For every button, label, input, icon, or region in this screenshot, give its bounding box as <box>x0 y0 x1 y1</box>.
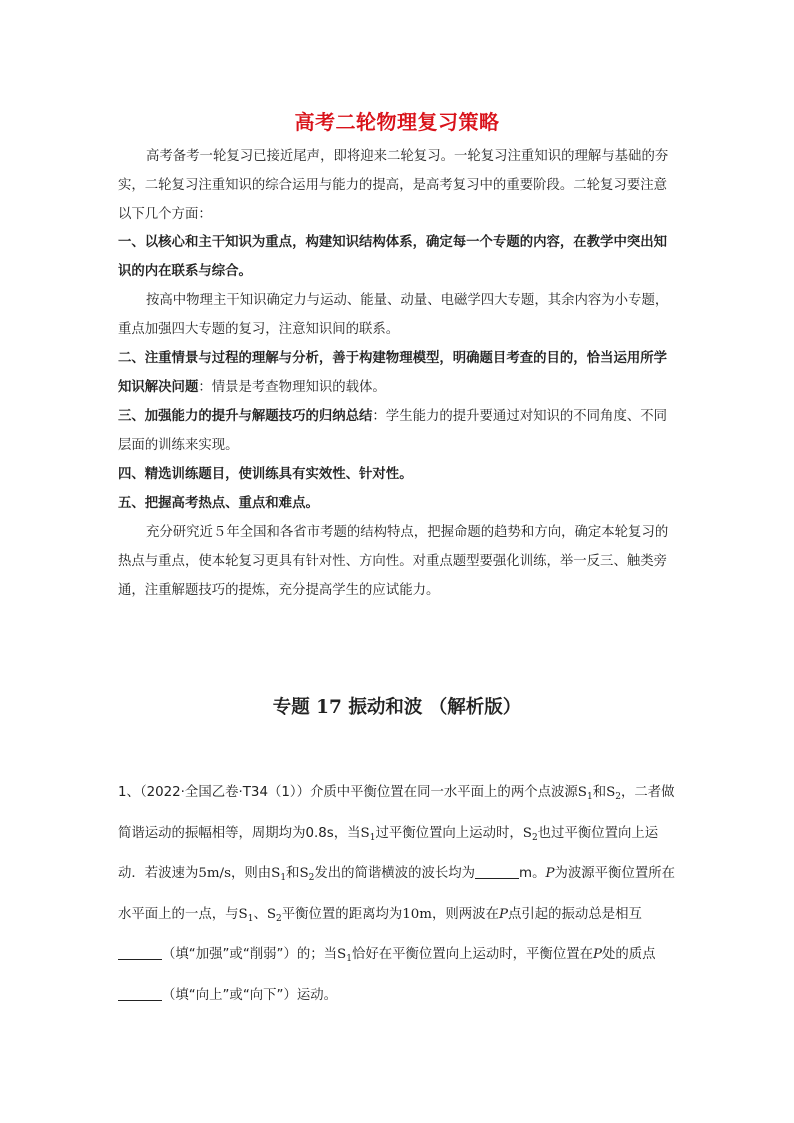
q-text: 为波源平衡位置所在水平面上的一点，与 <box>118 866 676 922</box>
q-text: ，当 <box>333 825 361 841</box>
point-1-body: 按高中物理主干知识确定力与运动、能量、动量、电磁学四大专题，其余内容为小专题，重点加强四大专题的复习，注意知识间的联系。 <box>118 293 669 337</box>
var-s: $S_2$ <box>266 906 282 924</box>
point-2-heading: 二、注重情景与过程的理解与分析，善于构建物理模型，明确题目考查的目的，恰当运用所学知识解决问题 <box>118 351 668 395</box>
var-s: $S_1$ <box>337 947 352 964</box>
period-value: 0.8s <box>305 825 334 841</box>
point-5-heading: 五、把握高考热点、重点和难点。 <box>118 496 319 511</box>
point-4-heading: 四、精选训练题目，使训练具有实效性、针对性。 <box>118 467 413 482</box>
answer-blank-interference[interactable] <box>118 945 162 960</box>
point-2-tail: ：情景是考查物理知识的载体。 <box>198 380 386 395</box>
q-text: （填“向上”或“向下”）运动。 <box>162 987 338 1003</box>
var-s: $S_2$ <box>522 825 538 843</box>
var-p: P <box>498 906 508 922</box>
q-text: 1、（2022·全国乙卷·T34（1））介质中平衡位置在同一水平面上的两个点波源 <box>118 785 578 800</box>
intro-paragraph: 高考备考一轮复习已接近尾声，即将迎来二轮复习。一轮复习注重知识的理解与基础的夯实，二轮复习注重知识的综合运用与能力的提高，是高考复习中的重要阶段。二轮复习要注意以下几个方面： <box>118 149 669 222</box>
question-1 <box>118 775 680 1014</box>
q-text: 恰好在平衡位置向上运动时，平衡位置在 <box>351 947 593 962</box>
q-text: 过平衡位置向上运动时， <box>375 825 523 841</box>
q-text: ，则两波在 <box>432 906 499 922</box>
var-s: $S_1$ <box>360 825 376 843</box>
answer-blank-direction[interactable] <box>118 986 162 1001</box>
point-3-tail: ：学生能力的提升要通过对知识的不同角度、不同层面的训练来实现。 <box>118 409 668 453</box>
point-5-body: 充分研究近５年全国和各省市考题的结构特点，把握命题的趋势和方向，确定本轮复习的热点与重点，使本轮复习更具有针对性、方向性。对重点题型要强化训练，举一反三、触类旁通，注重解题技巧的提炼，充分提高学生的应试能力。 <box>118 525 669 598</box>
q-text: （填“加强”或“削弱”）的；当 <box>162 947 338 962</box>
speed-value: 5m/s <box>198 866 231 881</box>
point-3-heading: 三、加强能力的提升与解题技巧的归纳总结 <box>118 409 373 424</box>
var-s: $S_1$ <box>577 785 593 802</box>
section-title: 专题 17 振动和波 （解析版） <box>272 697 522 718</box>
q-text: 处的质点 <box>602 947 656 962</box>
q-text: 平衡位置的距离均为 <box>281 906 403 922</box>
q-text: 点引起的振动总是相互 <box>507 906 642 922</box>
var-s: $S_2$ <box>299 866 315 883</box>
point-1-heading: 一、以核心和主干知识为重点，构建知识结构体系，确定每一个专题的内容，在教学中突出知识的内在联系与综合。 <box>118 235 668 279</box>
q-text: 也过平衡位置向上运动．若波速为 <box>118 825 659 881</box>
distance-value: 10m <box>402 906 433 922</box>
var-s: $S_2$ <box>606 785 622 802</box>
point-3 <box>118 402 678 460</box>
var-p: P <box>593 947 603 962</box>
q-text: ，二者做简谐运动的振幅相等，周期均为 <box>118 785 675 841</box>
q-text: 、 <box>253 906 267 922</box>
point-2 <box>118 344 678 402</box>
var-s: $S_1$ <box>238 906 254 924</box>
answer-blank-wavelength[interactable] <box>475 864 519 879</box>
var-p: P <box>545 866 555 881</box>
q-text: 和 <box>592 785 607 800</box>
q-text: 发出的简谐横波的波长均为 <box>314 866 476 881</box>
q-text: m。 <box>519 866 546 881</box>
q-text: ，则由 <box>230 866 272 881</box>
q-text: 和 <box>286 866 300 881</box>
var-s: $S_1$ <box>271 866 287 883</box>
doc-title: 高考二轮物理复习策略 <box>294 110 500 134</box>
